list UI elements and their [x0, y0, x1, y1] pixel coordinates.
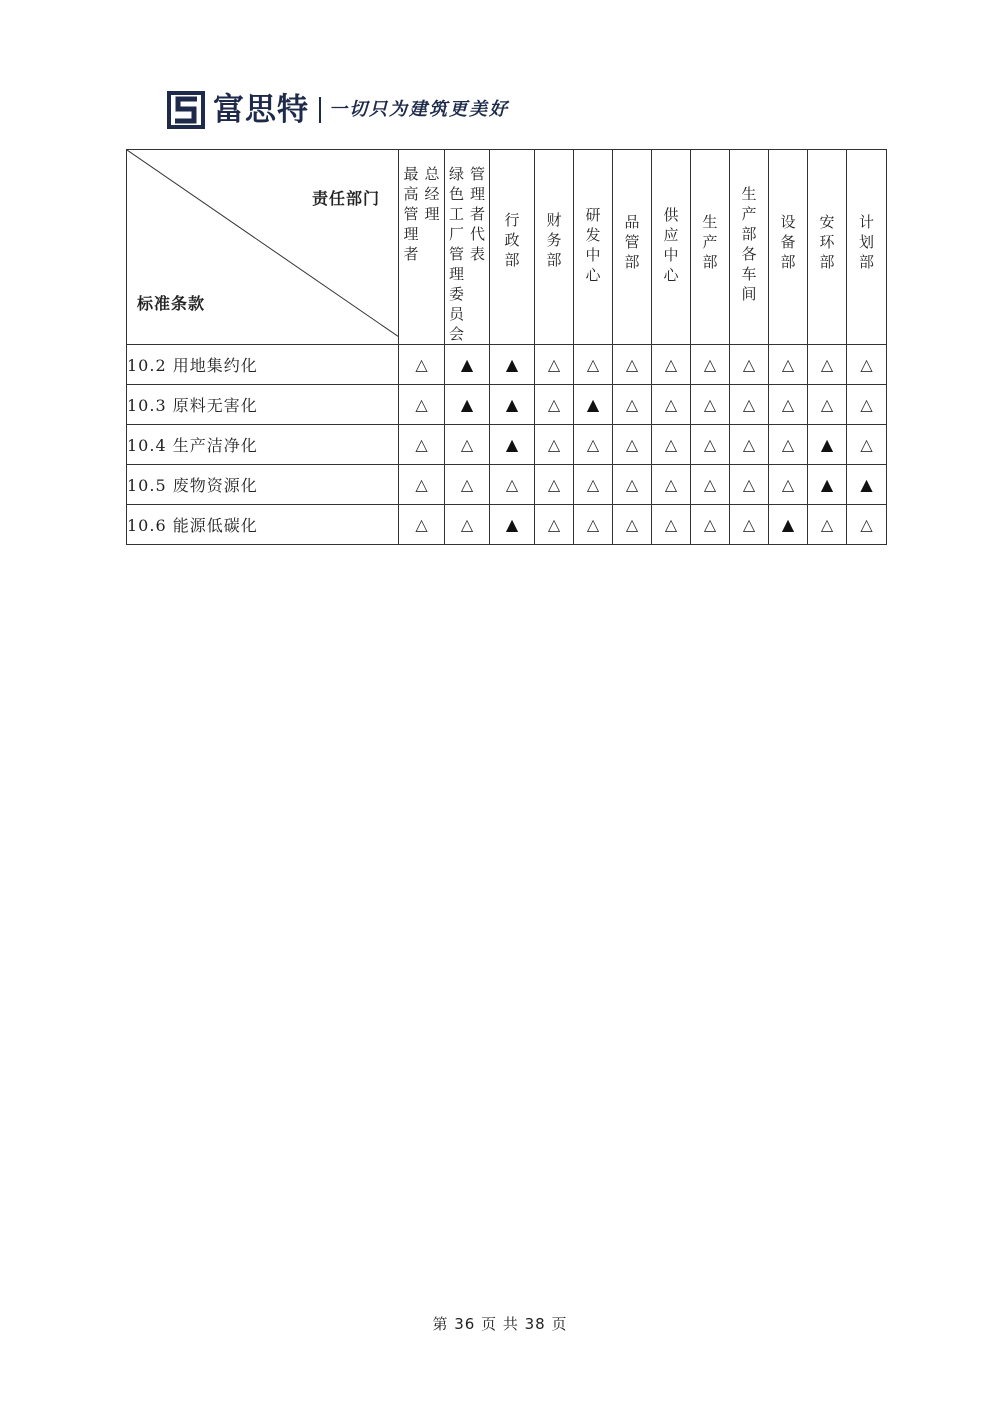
related-mark: △ — [574, 425, 613, 465]
related-mark: △ — [652, 465, 691, 505]
dept-label: 品管部 — [624, 213, 640, 271]
dept-header — [574, 150, 613, 345]
clause-axis-label: 标准条款 — [137, 294, 206, 313]
dept-label: 供应中心 — [663, 206, 679, 284]
related-mark: △ — [769, 425, 808, 465]
header-row — [127, 150, 887, 345]
table-row — [127, 345, 887, 385]
logo-s-icon — [166, 90, 206, 130]
responsible-mark: ▲ — [847, 465, 887, 505]
dept-label: 行政部 — [504, 211, 520, 269]
responsible-mark: ▲ — [769, 505, 808, 545]
related-mark: △ — [613, 505, 652, 545]
related-mark: △ — [652, 345, 691, 385]
related-mark: △ — [691, 345, 730, 385]
related-mark: △ — [399, 425, 445, 465]
dept-header — [445, 150, 490, 345]
clause-label: 10.5 废物资源化 — [127, 465, 399, 505]
responsible-mark: ▲ — [808, 465, 847, 505]
related-mark: △ — [730, 385, 769, 425]
dept-header — [808, 150, 847, 345]
dept-label: 生产部 — [702, 213, 718, 271]
dept-header — [769, 150, 808, 345]
related-mark: △ — [613, 385, 652, 425]
logo-divider — [319, 97, 321, 123]
corner-cell — [127, 150, 399, 345]
related-mark: △ — [399, 345, 445, 385]
clause-label: 10.6 能源低碳化 — [127, 505, 399, 545]
dept-label: 研发中心 — [585, 206, 601, 284]
related-mark: △ — [730, 505, 769, 545]
related-mark: △ — [535, 345, 574, 385]
related-mark: △ — [769, 465, 808, 505]
related-mark: △ — [399, 385, 445, 425]
company-logo — [166, 90, 509, 130]
related-mark: △ — [847, 385, 887, 425]
related-mark: △ — [399, 505, 445, 545]
dept-label: 生产部各车间 — [741, 185, 757, 303]
table-row — [127, 385, 887, 425]
table-row — [127, 425, 887, 465]
related-mark: △ — [691, 465, 730, 505]
dept-label: 管理者代表 — [470, 165, 486, 263]
related-mark: △ — [490, 465, 535, 505]
related-mark: △ — [652, 505, 691, 545]
related-mark: △ — [652, 385, 691, 425]
responsible-mark: ▲ — [490, 385, 535, 425]
related-mark: △ — [847, 505, 887, 545]
page-number: 第 36 页 共 38 页 — [432, 1315, 568, 1333]
dept-label: 安环部 — [819, 213, 835, 271]
related-mark: △ — [808, 505, 847, 545]
related-mark: △ — [399, 465, 445, 505]
brand-slogan: 一切只为建筑更美好 — [329, 99, 509, 120]
table-row — [127, 465, 887, 505]
related-mark: △ — [730, 425, 769, 465]
dept-header — [399, 150, 445, 345]
dept-header — [730, 150, 769, 345]
related-mark: △ — [535, 465, 574, 505]
related-mark: △ — [847, 345, 887, 385]
related-mark: △ — [691, 425, 730, 465]
responsible-mark: ▲ — [490, 505, 535, 545]
related-mark: △ — [535, 505, 574, 545]
dept-header — [652, 150, 691, 345]
related-mark: △ — [445, 465, 490, 505]
responsibility-matrix — [126, 149, 887, 545]
related-mark: △ — [730, 345, 769, 385]
dept-header — [535, 150, 574, 345]
department-axis-label: 责任部门 — [311, 189, 380, 208]
dept-header — [613, 150, 652, 345]
table-row — [127, 505, 887, 545]
dept-label: 最高管理者 — [403, 165, 419, 263]
related-mark: △ — [769, 345, 808, 385]
dept-label: 财务部 — [546, 211, 562, 269]
related-mark: △ — [613, 345, 652, 385]
related-mark: △ — [574, 505, 613, 545]
related-mark: △ — [808, 345, 847, 385]
related-mark: △ — [535, 385, 574, 425]
related-mark: △ — [613, 425, 652, 465]
brand-name: 富思特 — [213, 92, 309, 128]
related-mark: △ — [691, 385, 730, 425]
dept-label: 总经理 — [424, 165, 440, 223]
related-mark: △ — [574, 345, 613, 385]
related-mark: △ — [769, 385, 808, 425]
responsible-mark: ▲ — [490, 425, 535, 465]
dept-label: 计划部 — [859, 213, 875, 271]
dept-header — [691, 150, 730, 345]
related-mark: △ — [613, 465, 652, 505]
responsible-mark: ▲ — [574, 385, 613, 425]
related-mark: △ — [445, 505, 490, 545]
responsible-mark: ▲ — [490, 345, 535, 385]
responsible-mark: ▲ — [808, 425, 847, 465]
related-mark: △ — [847, 425, 887, 465]
related-mark: △ — [445, 425, 490, 465]
related-mark: △ — [574, 465, 613, 505]
dept-header — [847, 150, 887, 345]
related-mark: △ — [652, 425, 691, 465]
related-mark: △ — [535, 425, 574, 465]
dept-label: 设备部 — [780, 213, 796, 271]
matrix-body — [127, 345, 887, 545]
related-mark: △ — [691, 505, 730, 545]
clause-label: 10.3 原料无害化 — [127, 385, 399, 425]
related-mark: △ — [730, 465, 769, 505]
dept-header — [490, 150, 535, 345]
clause-label: 10.2 用地集约化 — [127, 345, 399, 385]
dept-label: 绿色工厂管理委员会 — [449, 165, 465, 343]
related-mark: △ — [808, 385, 847, 425]
responsible-mark: ▲ — [445, 385, 490, 425]
responsible-mark: ▲ — [445, 345, 490, 385]
clause-label: 10.4 生产洁净化 — [127, 425, 399, 465]
